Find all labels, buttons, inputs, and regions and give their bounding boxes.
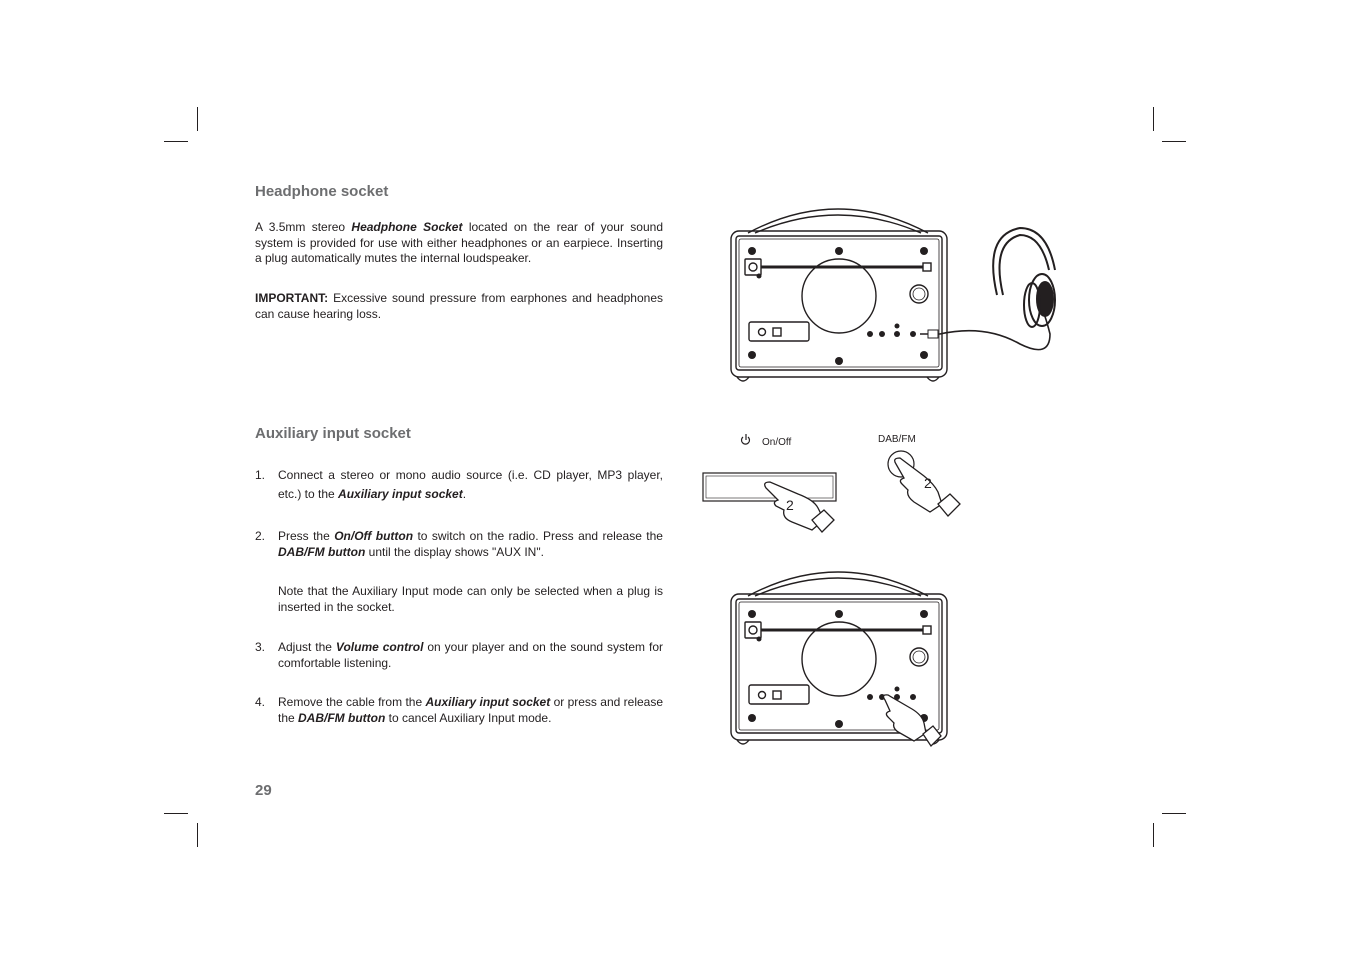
list-item bbox=[255, 466, 663, 504]
list-text: Connect a stereo or mono audio source (i.e. CD player, MP3 player, etc.) to the Auxiliary input socket. bbox=[278, 468, 663, 501]
crop-mark bbox=[1153, 823, 1154, 847]
list-item bbox=[255, 640, 663, 671]
radio-rear-aux-illustration bbox=[725, 558, 955, 758]
note-text: Note that the Auxiliary Input mode can only be selected when a plug is inserted in the socket. bbox=[278, 584, 663, 614]
crop-mark bbox=[197, 823, 198, 847]
list-text: Remove the cable from the Auxiliary input socket or press and release the DAB/FM button to cancel Auxiliary Input mode. bbox=[278, 695, 664, 725]
top-controls-illustration bbox=[700, 430, 970, 540]
dab-fm-label: DAB/FM bbox=[878, 434, 916, 445]
list-number: 1. bbox=[255, 468, 266, 482]
aux-heading: Auxiliary input socket bbox=[255, 425, 411, 442]
step-number: 2 bbox=[924, 475, 932, 491]
list-number: 3. bbox=[255, 640, 266, 654]
list-number: 4. bbox=[255, 695, 266, 709]
crop-mark bbox=[197, 107, 198, 131]
page-number: 29 bbox=[255, 782, 272, 799]
step-number: 2 bbox=[786, 497, 794, 513]
crop-mark bbox=[164, 141, 188, 142]
list-number: 2. bbox=[255, 529, 266, 543]
important-paragraph: IMPORTANT: Excessive sound pressure from earphones and headphones can cause hearing loss. bbox=[255, 291, 663, 321]
list-text: Press the On/Off button to switch on the radio. Press and release the DAB/FM button until the display shows "AUX IN". bbox=[278, 529, 663, 559]
crop-mark bbox=[164, 813, 188, 814]
list-item bbox=[255, 529, 663, 560]
radio-rear-headphones-illustration bbox=[725, 195, 1065, 385]
headphone-heading: Headphone socket bbox=[255, 183, 389, 200]
list-item bbox=[255, 695, 663, 726]
crop-mark bbox=[1162, 141, 1186, 142]
list-note bbox=[255, 584, 663, 615]
on-off-label: On/Off bbox=[762, 437, 792, 448]
list-text: Adjust the Volume control on your player and on the sound system for comfortable listening. bbox=[278, 640, 663, 670]
crop-mark bbox=[1153, 107, 1154, 131]
crop-mark bbox=[1162, 813, 1186, 814]
headphone-paragraph: A 3.5mm stereo Headphone Socket located on the rear of your sound system is provided for use with either headphones or an earpiece. Inserting a plug automatically mutes the internal loudspeaker. bbox=[255, 220, 664, 265]
